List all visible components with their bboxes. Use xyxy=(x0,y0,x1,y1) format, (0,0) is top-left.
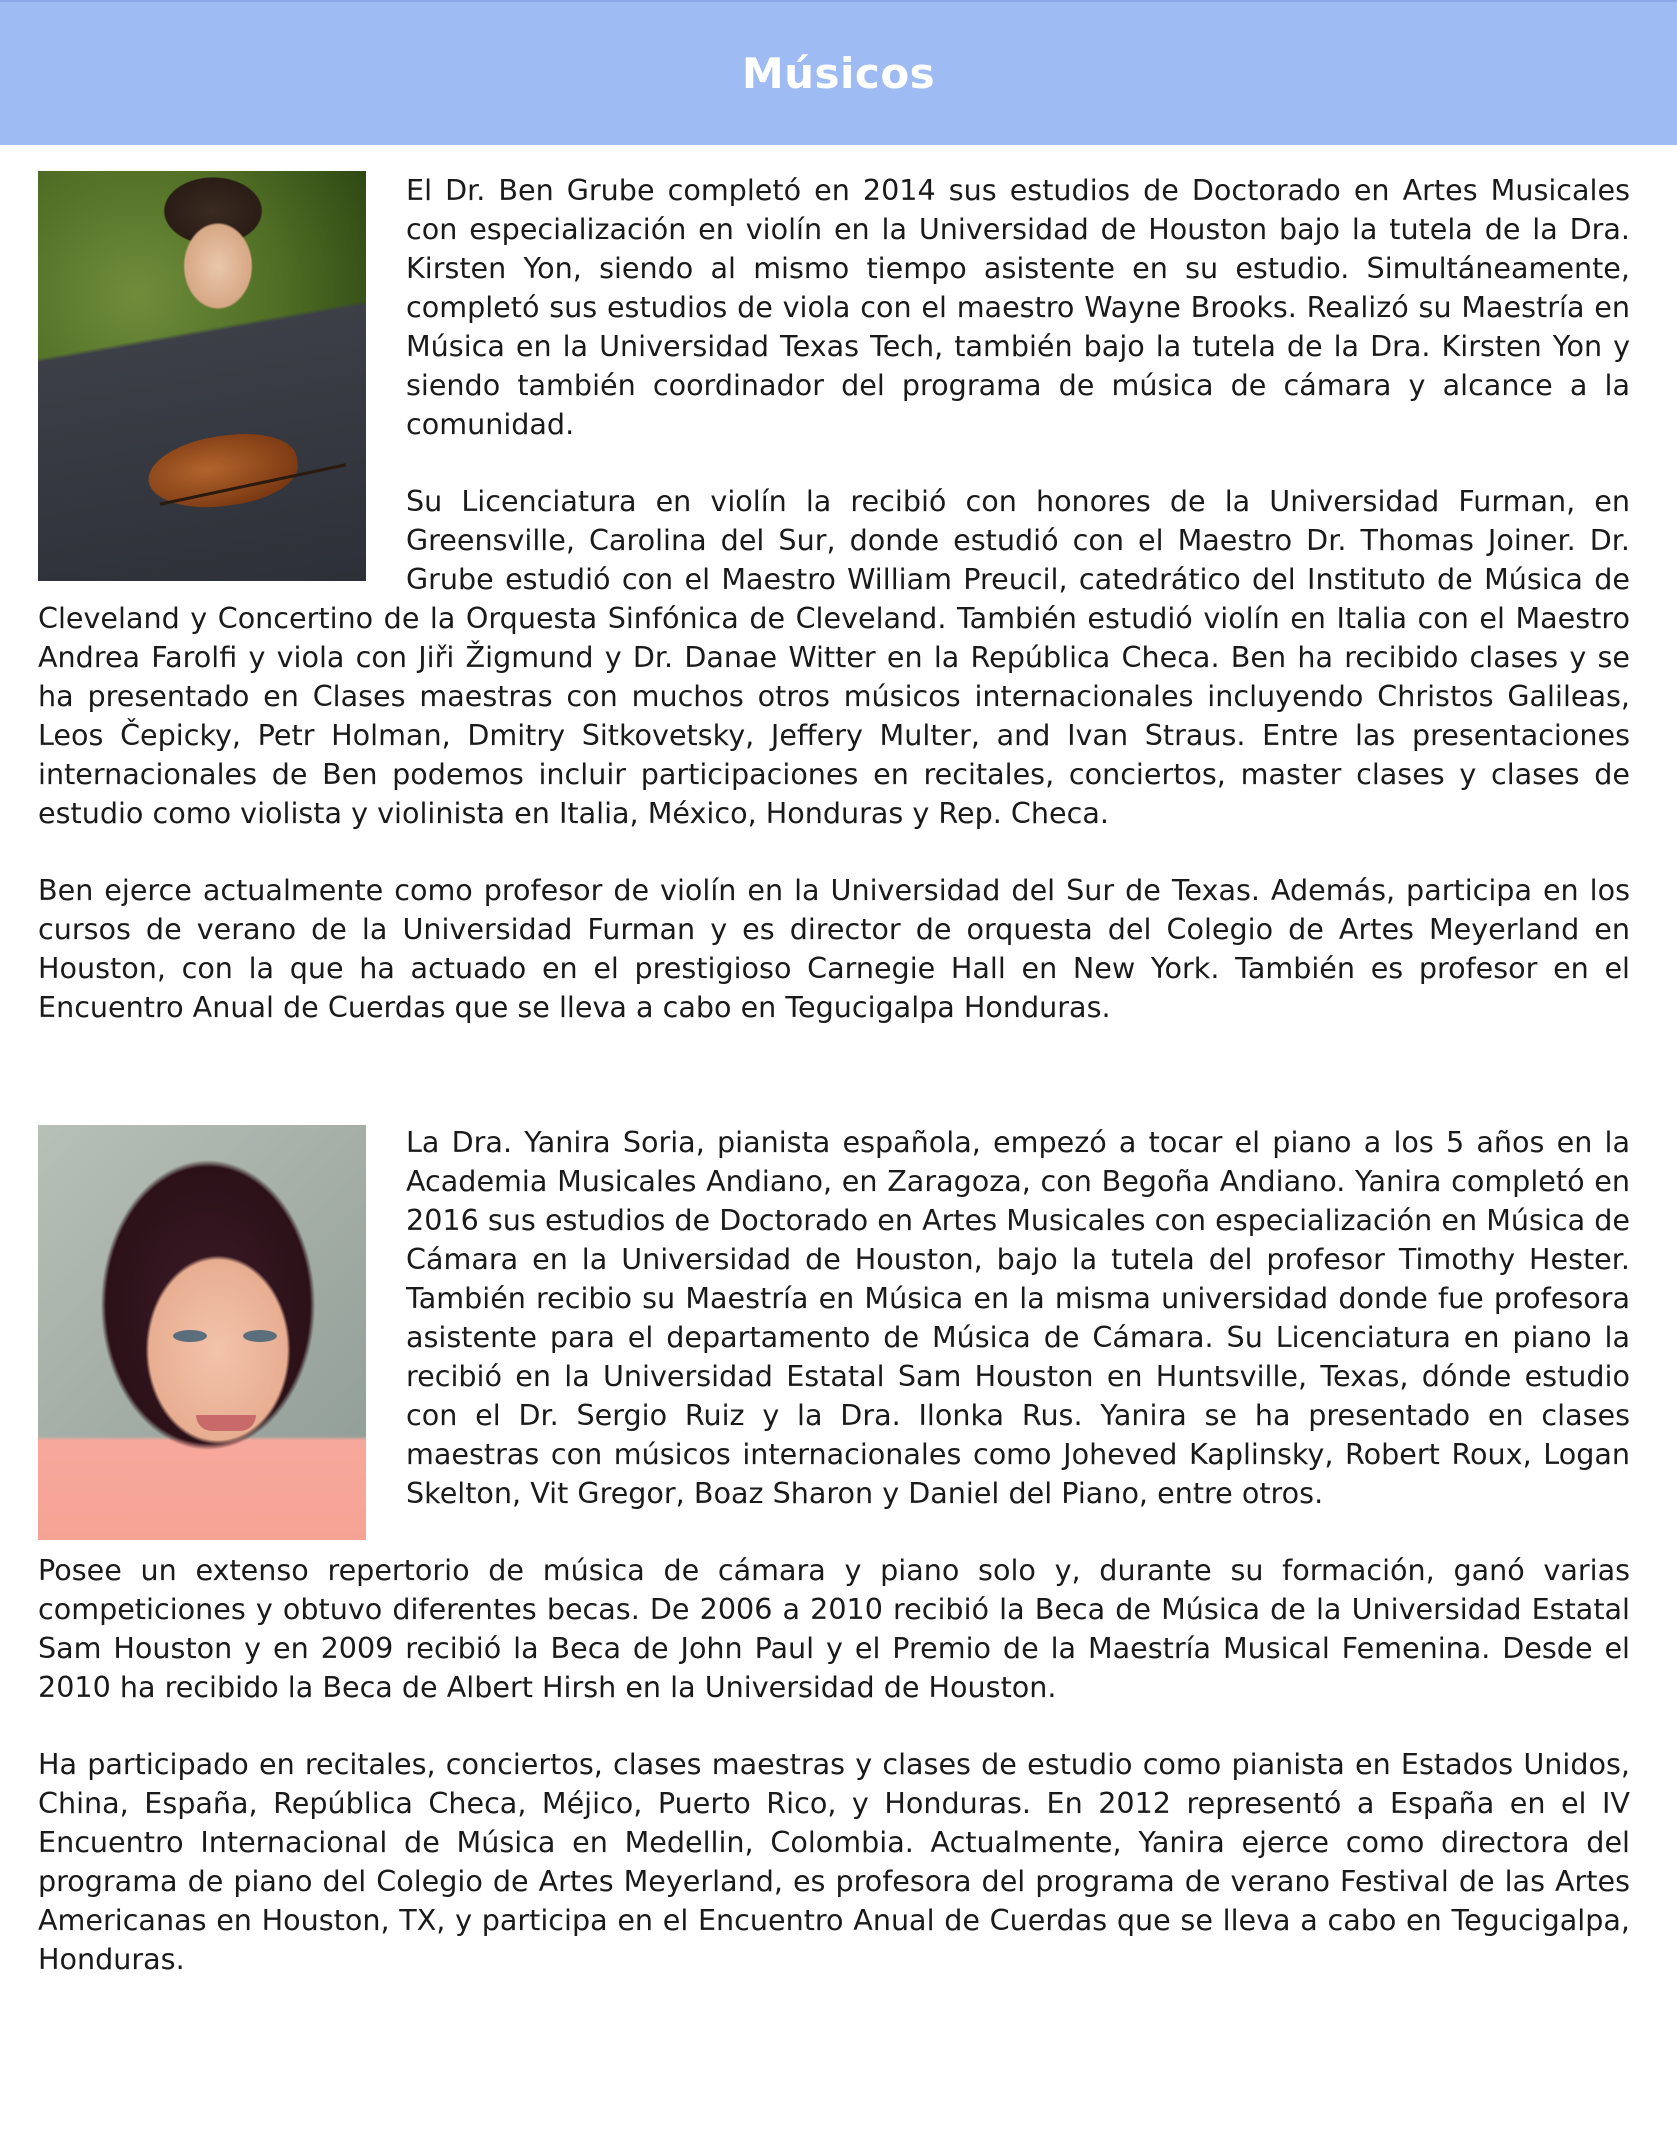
eye-shape xyxy=(243,1330,277,1342)
page-content xyxy=(38,171,1630,2017)
page-header xyxy=(0,0,1677,145)
yanira-soria-photo xyxy=(38,1125,366,1540)
yanira-bio-paragraph-1: La Dra. Yanira Soria, pianista española, empezó a tocar el piano a los 5 años en la Academia Musicales Andiano, en Zaragoza, con Begoña Andiano. Yanira completó en 2016 sus estudios de Doctorado en Artes Musicales con especialización en Música de Cámara en la Universidad de Houston, bajo la tutela del profesor Timothy Hester. También recibio su Maestría en Música en la misma universidad donde fue profesora asistente para el departamento de Música de Cámara. Su Licenciatura en piano la recibió en la Universidad Estatal Sam Houston en Huntsville, Texas, dónde estudio con el Dr. Sergio Ruiz y la Dra. Ilonka Rus. Yanira se ha presentado en clases maestras con músicos internacionales como Joheved Kaplinsky, Robert Roux, Logan Skelton, Vit Gregor, Boaz Sharon y Daniel del Piano, entre otros. xyxy=(406,1125,1630,1510)
page-title: Músicos xyxy=(741,49,936,98)
section-spacer xyxy=(38,1065,1630,1123)
mouth-shape xyxy=(196,1415,256,1431)
yanira-bio-paragraph-2: Posee un extenso repertorio de música de cámara y piano solo y, durante su formación, ganó varias competiciones y obtuvo diferentes becas. De 2006 a 2010 recibió la Beca de Música de la Universidad Estatal Sam Houston y en 2009 recibió la Beca de John Paul y el Premio de la Maestría Musical Femenina. Desde el 2010 ha recibido la Beca de Albert Hirsh en la Universidad de Houston. xyxy=(38,1553,1630,1704)
ben-bio-paragraph-3: Ben ejerce actualmente como profesor de violín en la Universidad del Sur de Texas. Además, participa en los cursos de verano de la Universidad Furman y es director de orquesta del Colegio de Artes Meyerland en Houston, con la que ha actuado en el prestigioso Carnegie Hall en New York. También es profesor en el Encuentro Anual de Cuerdas que se lleva a cabo en Tegucigalpa Honduras. xyxy=(38,873,1630,1024)
yanira-bio-paragraph-3: Ha participado en recitales, conciertos, clases maestras y clases de estudio como pianista en Estados Unidos, China, España, República Checa, Méjico, Puerto Rico, y Honduras. En 2012 representó a España en el IV Encuentro Internacional de Música en Medellin, Colombia. Actualmente, Yanira ejerce como directora del programa de piano del Colegio de Artes Meyerland, es profesora del programa de verano Festival de las Artes Americanas en Houston, TX, y participa en el Encuentro Anual de Cuerdas que se lleva a cabo en Tegucigalpa, Honduras. xyxy=(38,1747,1630,1976)
eye-shape xyxy=(173,1330,207,1342)
ben-bio-paragraph-1: El Dr. Ben Grube completó en 2014 sus estudios de Doctorado en Artes Musicales con especialización en violín en la Universidad de Houston bajo la tutela de la Dra. Kirsten Yon, siendo al mismo tiempo asistente en su estudio. Simultáneamente, completó sus estudios de viola con el maestro Wayne Brooks. Realizó su Maestría en Música en la Universidad Texas Tech, también bajo la tutela de la Dra. Kirsten Yon y siendo también coordinador del programa de música de cámara y alcance a la comunidad. xyxy=(406,173,1630,441)
ben-bio-paragraph-2: Su Licenciatura en violín la recibió con honores de la Universidad Furman, en Greensville, Carolina del Sur, donde estudió con el Maestro Dr. Thomas Joiner. Dr. Grube estudió con el Maestro William Preucil, catedrático del Instituto de Música de Cleveland y Concertino de la Orquesta Sinfónica de Cleveland. También estudió violín en Italia con el Maestro Andrea Farolfi y viola con Jiři Žigmund y Dr. Danae Witter en la República Checa. Ben ha recibido clases y se ha presentado en Clases maestras con muchos otros músicos internacionales incluyendo Christos Galileas, Leos Čepicky, Petr Holman, Dmitry Sitkovetsky, Jeffery Multer, and Ivan Straus. Entre las presentaciones internacionales de Ben podemos incluir participaciones en recitales, conciertos, master clases y clases de estudio como violista y violinista en Italia, México, Honduras y Rep. Checa. xyxy=(38,484,1630,830)
ben-grube-photo xyxy=(38,171,366,581)
bio-yanira-soria xyxy=(38,1123,1630,1979)
bio-ben-grube xyxy=(38,171,1630,1027)
